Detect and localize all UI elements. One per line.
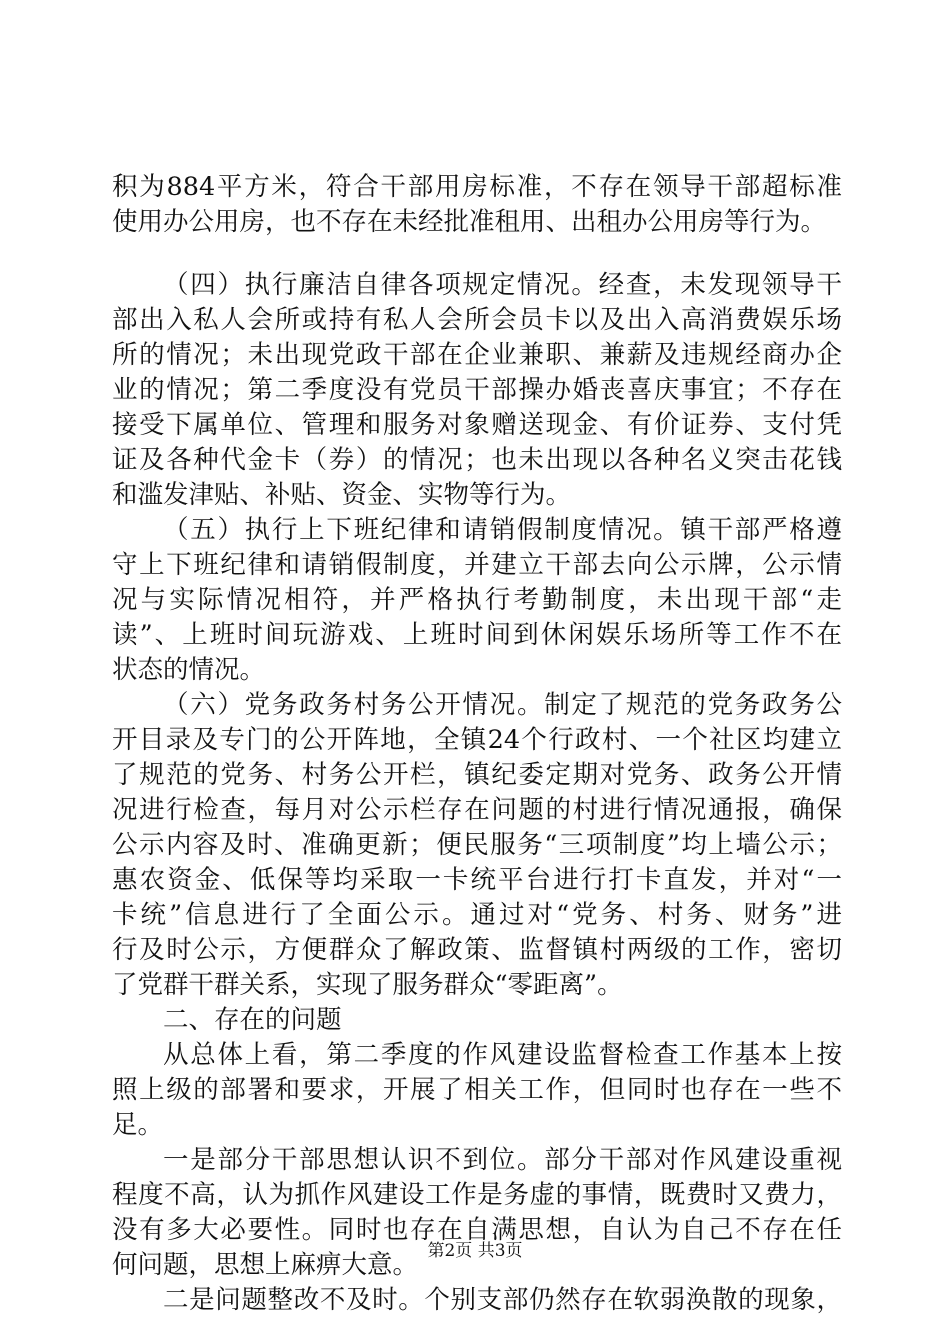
- text-line: 行及时公示，方便群众了解政策、监督镇村两级的工作，密切: [112, 935, 842, 965]
- paragraph-problem-2: [112, 1283, 842, 1318]
- text-line: 了规范的党务、村务公开栏，镇纪委定期对党务、政务公开情: [112, 760, 842, 790]
- paragraph-problem-1: [112, 1143, 842, 1283]
- text-line: 了党群干群关系，实现了服务群众“零距离”。: [112, 970, 623, 1000]
- text-line: 和滥发津贴、补贴、资金、实物等行为。: [112, 480, 572, 510]
- paragraph-section-6: [112, 688, 842, 1003]
- document-body: [112, 170, 842, 1318]
- text-line: 使用办公用房，也不存在未经批准租用、出租办公用房等行为。: [112, 207, 827, 237]
- text-line: 况与实际情况相符，并严格执行考勤制度，未出现干部“走: [112, 585, 842, 615]
- paragraph-overview: [112, 1038, 842, 1143]
- text-line: （六）党务政务村务公开情况。制定了规范的党务政务公: [163, 690, 842, 720]
- text-line: 业的情况；第二季度没有党员干部操办婚丧喜庆事宜；不存在: [112, 375, 842, 405]
- text-line: 状态的情况。: [112, 655, 266, 685]
- paragraph-section-5: [112, 513, 842, 688]
- text-line: 况进行检查，每月对公示栏存在问题的村进行情况通报，确保: [112, 795, 842, 825]
- text-line: 积为884平方米，符合干部用房标准，不存在领导干部超标准: [112, 172, 842, 202]
- text-line: （五）执行上下班纪律和请销假制度情况。镇干部严格遵: [163, 515, 842, 545]
- text-line: 读”、上班时间玩游戏、上班时间到休闲娱乐场所等工作不在: [112, 620, 842, 650]
- text-line: 所的情况；未出现党政干部在企业兼职、兼薪及违规经商办企: [112, 340, 842, 370]
- section-heading: 二、存在的问题: [163, 1005, 342, 1035]
- text-line: 照上级的部署和要求，开展了相关工作，但同时也存在一些不: [112, 1075, 842, 1105]
- text-line: 惠农资金、低保等均采取一卡统平台进行打卡直发，并对“一: [112, 865, 842, 895]
- page-footer: [0, 1240, 950, 1262]
- text-line: 二是问题整改不及时。个别支部仍然存在软弱涣散的现象，: [163, 1285, 842, 1315]
- text-line: 一是部分干部思想认识不到位。部分干部对作风建设重视: [163, 1145, 842, 1175]
- section-heading-problems: [112, 1003, 842, 1038]
- text-line: 守上下班纪律和请销假制度，并建立干部去向公示牌，公示情: [112, 550, 842, 580]
- text-line: 足。: [112, 1110, 164, 1140]
- text-line: 证及各种代金卡（券）的情况；也未出现以各种名义突击花钱: [112, 445, 842, 475]
- text-line: 没有多大必要性。同时也存在自满思想，自认为自己不存在任: [112, 1215, 842, 1245]
- paragraph-office-space: [112, 170, 842, 240]
- text-line: 部出入私人会所或持有私人会所会员卡以及出入高消费娱乐场: [112, 305, 842, 335]
- text-line: 接受下属单位、管理和服务对象赠送现金、有价证券、支付凭: [112, 410, 842, 440]
- text-line: 从总体上看，第二季度的作风建设监督检查工作基本上按: [163, 1040, 842, 1070]
- text-line: 何问题，思想上麻痹大意。: [112, 1250, 419, 1280]
- paragraph-gap: [112, 240, 842, 268]
- text-line: 开目录及专门的公开阵地，全镇24个行政村、一个社区均建立: [112, 725, 842, 755]
- text-line: 程度不高，认为抓作风建设工作是务虚的事情，既费时又费力，: [112, 1180, 842, 1210]
- text-line: （四）执行廉洁自律各项规定情况。经查，未发现领导干: [163, 270, 842, 300]
- paragraph-section-4: [112, 268, 842, 513]
- text-line: 卡统”信息进行了全面公示。通过对“党务、村务、财务”进: [112, 900, 842, 930]
- text-line: 公示内容及时、准确更新；便民服务“三项制度”均上墙公示；: [112, 830, 842, 860]
- page-number-label: 第2页 共3页: [427, 1241, 523, 1261]
